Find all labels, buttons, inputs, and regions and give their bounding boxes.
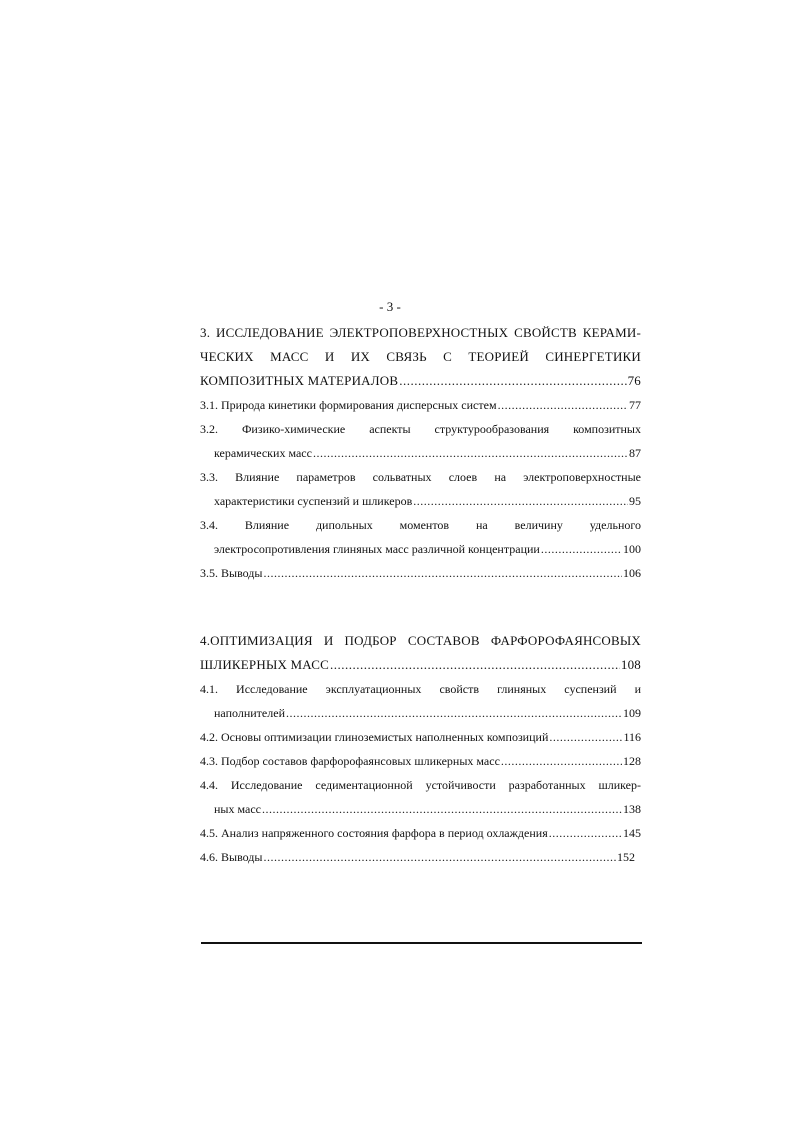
section-3-title-line-3 bbox=[200, 369, 641, 393]
toc-entry-page: 109 bbox=[623, 706, 641, 720]
toc-entry-text: 4.2. Основы оптимизации глиноземистых наполненных композиций bbox=[200, 730, 549, 744]
section-4-title-line-2 bbox=[200, 653, 641, 677]
toc-entry-text: 3.5. Выводы bbox=[200, 566, 263, 580]
toc-entry-page: 77 bbox=[629, 398, 641, 412]
leader-dots bbox=[286, 701, 622, 725]
toc-entry-page: 116 bbox=[623, 730, 641, 744]
leader-dots bbox=[330, 653, 620, 677]
leader-dots bbox=[549, 821, 622, 845]
toc-entry-text: наполнителей bbox=[214, 706, 285, 720]
toc-entry-3-5 bbox=[200, 561, 641, 585]
toc-entry-3-2-line-1: 3.2. Физико-химические аспекты структурообразования композитных bbox=[200, 422, 641, 436]
toc-entry-3-4-line-2 bbox=[200, 537, 641, 561]
toc-entry-4-3 bbox=[200, 749, 641, 773]
toc-entry-4-5 bbox=[200, 821, 641, 845]
leader-dots bbox=[263, 561, 622, 585]
toc-section-3 bbox=[200, 321, 641, 585]
toc-entry-3-3-line-1: 3.3. Влияние параметров сольватных слоев на электроповерхностные bbox=[200, 470, 641, 484]
toc-entry-text: керамических масс bbox=[214, 446, 312, 460]
section-3-title-page: 76 bbox=[627, 373, 641, 388]
leader-dots bbox=[263, 845, 616, 869]
toc-entry-3-3-line-2 bbox=[200, 489, 641, 513]
leader-dots bbox=[549, 725, 622, 749]
section-3-title-line-1: 3. ИССЛЕДОВАНИЕ ЭЛЕКТРОПОВЕРХНОСТНЫХ СВОЙСТВ КЕРАМИ- bbox=[200, 325, 641, 340]
section-4-title-line-1: 4.ОПТИМИЗАЦИЯ И ПОДБОР СОСТАВОВ ФАРФОРОФАЯНСОВЫХ bbox=[200, 633, 641, 648]
toc-entry-3-2-line-2 bbox=[200, 441, 641, 465]
leader-dots bbox=[413, 489, 628, 513]
leader-dots bbox=[313, 441, 628, 465]
toc-entry-4-6 bbox=[200, 845, 635, 869]
toc-entry-text: характеристики суспензий и шликеров bbox=[214, 494, 413, 508]
toc-entry-4-4-line-1: 4.4. Исследование седиментационной устойчивости разработанных шликер- bbox=[200, 778, 641, 792]
toc-entry-text: электросопротивления глиняных масс различной концентрации bbox=[214, 542, 540, 556]
toc-entry-page: 106 bbox=[623, 566, 641, 580]
toc-entry-page: 87 bbox=[629, 446, 641, 460]
toc-entry-page: 100 bbox=[623, 542, 641, 556]
page-number: - 3 - bbox=[379, 299, 401, 314]
toc-entry-page: 145 bbox=[623, 826, 641, 840]
footer-rule bbox=[201, 942, 642, 944]
section-3-title-line-2: ЧЕСКИХ МАСС И ИХ СВЯЗЬ С ТЕОРИЕЙ СИНЕРГЕТИКИ bbox=[200, 349, 641, 364]
toc-entry-text: ных масс bbox=[214, 802, 261, 816]
leader-dots bbox=[262, 797, 622, 821]
toc-entry-text: 4.3. Подбор составов фарфорофаянсовых шликерных масс bbox=[200, 754, 500, 768]
section-4-title-text: ШЛИКЕРНЫХ МАСС bbox=[200, 657, 329, 672]
leader-dots bbox=[501, 749, 622, 773]
toc-entry-page: 95 bbox=[629, 494, 641, 508]
toc-entry-4-1-line-1: 4.1. Исследование эксплуатационных свойств глиняных суспензий и bbox=[200, 682, 641, 696]
toc-entry-text: 3.1. Природа кинетики формирования дисперсных систем bbox=[200, 398, 497, 412]
leader-dots bbox=[399, 369, 626, 393]
toc-entry-page: 128 bbox=[623, 754, 641, 768]
toc-entry-3-1 bbox=[200, 393, 641, 417]
toc-entry-text: 4.6. Выводы bbox=[200, 850, 263, 864]
section-4-title-page: 108 bbox=[620, 657, 641, 672]
toc-entry-page: 138 bbox=[623, 802, 641, 816]
leader-dots bbox=[498, 393, 628, 417]
toc-entry-page: 152 bbox=[617, 850, 635, 864]
leader-dots bbox=[541, 537, 622, 561]
toc-entry-3-4-line-1: 3.4. Влияние дипольных моментов на величину удельного bbox=[200, 518, 641, 532]
toc-section-4 bbox=[200, 629, 641, 869]
toc-entry-text: 4.5. Анализ напряженного состояния фарфора в период охлаждения bbox=[200, 826, 548, 840]
section-3-title-text: КОМПОЗИТНЫХ МАТЕРИАЛОВ bbox=[200, 373, 399, 388]
toc-entry-4-4-line-2 bbox=[200, 797, 641, 821]
toc-entry-4-1-line-2 bbox=[200, 701, 641, 725]
toc-entry-4-2 bbox=[200, 725, 641, 749]
